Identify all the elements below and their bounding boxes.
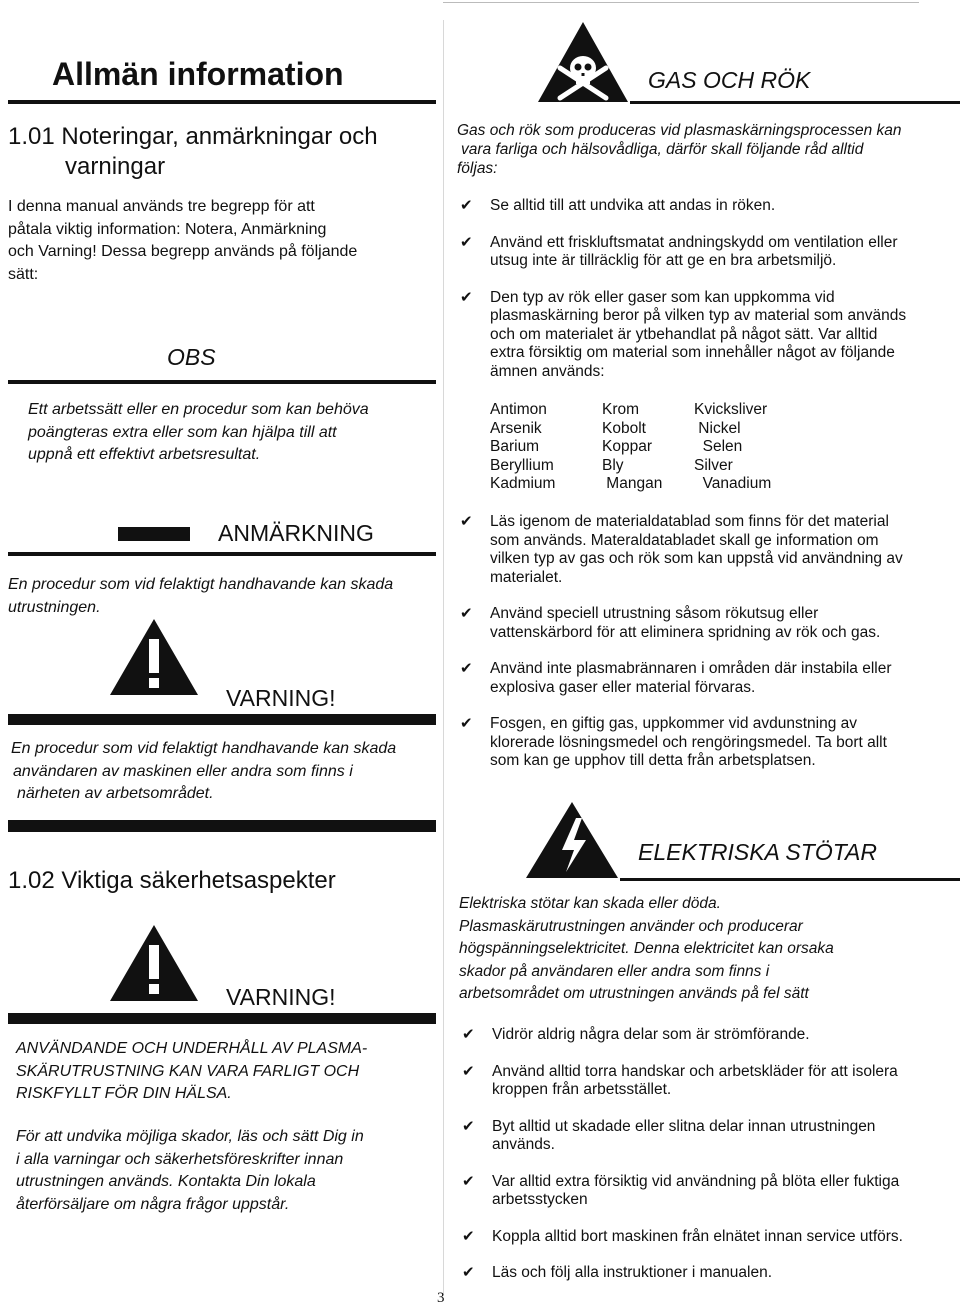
checklist-line: klorerade lösningsmedel och rengöringsmedel. Ta bort allt — [490, 733, 887, 751]
metals-row — [490, 475, 771, 494]
intro-line: sätt: — [8, 265, 39, 283]
metal-name: Mangan — [602, 475, 663, 492]
anmarkning-label: ANMÄRKNING — [218, 520, 374, 546]
metal-name: Koppar — [602, 438, 652, 455]
checkmark-icon: ✔ — [460, 513, 473, 530]
varning-2-caps-text — [16, 1038, 367, 1106]
varning-2-line: återförsäljare om några frågor uppstår. — [16, 1195, 290, 1213]
gas-intro-line: vara farliga och hälsovådliga, därför skall följande råd alltid — [461, 141, 864, 158]
checklist-line: materialet. — [490, 568, 563, 586]
checkmark-icon: ✔ — [462, 1264, 475, 1281]
electric-intro-line: arbetsområdet om utrustningen används på fel sätt — [459, 985, 809, 1002]
checklist-line: Använd speciell utrustning såsom rökutsug eller — [490, 605, 819, 622]
gas-section-title: GAS OCH RÖK — [648, 67, 811, 93]
electric-checklist — [459, 1026, 959, 1301]
gas-checklist-item — [457, 234, 957, 271]
checkmark-icon: ✔ — [460, 233, 473, 251]
checkmark-icon: ✔ — [462, 1026, 475, 1043]
metals-row — [490, 420, 771, 439]
electric-intro-text — [459, 893, 834, 1006]
metal-name: Bly — [602, 456, 624, 474]
hazardous-metals-table — [490, 401, 771, 494]
metal-name: Barium — [490, 438, 540, 455]
metal-name: Beryllium — [490, 456, 554, 474]
checklist-line: Byt alltid ut skadade eller slitna delar innan utrustningen — [492, 1117, 876, 1135]
varning-2-line: För att undvika möjliga skador, läs och sätt Dig in — [16, 1128, 364, 1145]
checklist-line: används. — [492, 1136, 555, 1153]
gas-checklist-2 — [457, 513, 957, 789]
varning-1-label: VARNING! — [226, 685, 336, 711]
metal-name: Kvicksliver — [694, 401, 768, 418]
electric-checklist-item — [459, 1063, 959, 1100]
intro-text — [8, 196, 357, 286]
top-rule — [443, 2, 919, 3]
varning-2-label: VARNING! — [226, 984, 336, 1010]
gas-checklist — [457, 197, 957, 399]
metals-row — [490, 438, 771, 457]
obs-rule — [8, 380, 436, 384]
checkmark-icon: ✔ — [460, 197, 473, 214]
checklist-line: arbetsstycken — [492, 1191, 588, 1208]
gas-checklist-item — [457, 715, 957, 771]
section-2-title: 1.02 Viktiga säkerhetsaspekter — [8, 867, 336, 894]
checklist-line: utsug inte är tillräcklig för att ge en bra arbetsmiljö. — [490, 252, 837, 269]
metal-name: Antimon — [490, 401, 547, 418]
checklist-line: och om materialet är ytbehandlat på något sätt. Var alltid — [490, 325, 878, 343]
varning-2-line: utrustningen används. Kontakta Din lokala — [16, 1173, 316, 1190]
checkmark-icon: ✔ — [460, 715, 473, 732]
electric-intro-line: skador på användaren eller andra som finns i — [459, 962, 770, 980]
title-rule — [8, 100, 436, 104]
metal-name: Kadmium — [490, 475, 556, 492]
gas-checklist-item — [457, 513, 957, 587]
checklist-line: ämnen används: — [490, 362, 605, 380]
intro-line: och Varning! Dessa begrepp används på följande — [8, 243, 358, 260]
electric-intro-line: Plasmaskärutrustningen använder och producerar — [459, 917, 803, 935]
page-title: Allmän information — [52, 56, 344, 92]
obs-line: Ett arbetssätt eller en procedur som kan behöva — [28, 401, 369, 418]
varning-1-line: En procedur som vid felaktigt handhavande kan skada — [11, 740, 397, 757]
anmarkning-rule — [8, 552, 436, 556]
intro-line: påtala viktig information: Notera, Anmärkning — [8, 220, 327, 238]
anmarkning-line: utrustningen. — [8, 598, 101, 616]
metal-name: Nickel — [694, 419, 741, 437]
obs-label: OBS — [167, 344, 216, 370]
metals-row — [490, 457, 771, 476]
varning-2-text — [16, 1126, 364, 1216]
checklist-line: Vidrör aldrig några delar som är strömförande. — [492, 1026, 810, 1043]
gas-checklist-item — [457, 197, 957, 216]
gas-checklist-item — [457, 605, 957, 642]
metal-name: Kobolt — [602, 419, 646, 437]
gas-checklist-item — [457, 660, 957, 697]
varning-1-text — [11, 738, 396, 806]
checklist-line: explosiva gaser eller material förvaras. — [490, 678, 756, 696]
column-separator — [443, 20, 444, 1295]
varning-2-caps-line: SKÄRUTRUSTNING KAN VARA FARLIGT OCH — [16, 1062, 360, 1080]
electric-section-title: ELEKTRISKA STÖTAR — [638, 839, 877, 865]
checklist-line: Använd ett friskluftsmatat andningskydd om ventilation eller — [490, 233, 898, 251]
checkmark-icon: ✔ — [462, 1172, 475, 1190]
anmarkning-bar-icon — [118, 527, 190, 541]
checkmark-icon: ✔ — [460, 288, 473, 306]
section-1-title: 1.01 Noteringar, anmärkningar och varningar — [8, 123, 378, 180]
electric-checklist-item — [459, 1173, 959, 1210]
warning-triangle-icon — [108, 923, 200, 1003]
varning-1-line: användaren av maskinen eller andra som finns i — [13, 762, 353, 780]
page-number: 3 — [437, 1290, 445, 1306]
skull-crossbones-icon — [536, 20, 630, 104]
checklist-line: Se alltid till att undvika att andas in röken. — [490, 197, 776, 214]
electric-intro-line: högspänningselektricitet. Denna elektricitet kan orsaka — [459, 940, 834, 957]
checklist-line: Läs igenom de materialdatablad som finns för det material — [490, 513, 889, 530]
varning-2-caps-line: RISKFYLLT FÖR DIN HÄLSA. — [16, 1085, 232, 1102]
obs-text — [28, 399, 369, 467]
electric-checklist-item — [459, 1118, 959, 1155]
checkmark-icon: ✔ — [462, 1117, 475, 1135]
varning-2-rule — [8, 1013, 436, 1024]
checklist-line: Fosgen, en giftig gas, uppkommer vid avdunstning av — [490, 715, 858, 732]
anmarkning-line: En procedur som vid felaktigt handhavande kan skada — [8, 576, 394, 593]
varning-2-caps-line: ANVÄNDANDE OCH UNDERHÅLL AV PLASMA- — [16, 1040, 368, 1057]
gas-intro-line: Gas och rök som produceras vid plasmaskärningsprocessen kan — [457, 122, 902, 139]
section-divider-bar — [8, 820, 436, 832]
checkmark-icon: ✔ — [460, 660, 473, 677]
checklist-line: Den typ av rök eller gaser som kan uppkomma vid — [490, 288, 835, 306]
metal-name: Selen — [694, 438, 743, 455]
metal-name: Vanadium — [694, 475, 772, 492]
metal-name: Krom — [602, 401, 640, 418]
checklist-line: vattenskärbord för att eliminera spridning av rök och gas. — [490, 623, 881, 641]
electric-rule — [620, 878, 960, 881]
checklist-line: Koppla alltid bort maskinen från elnätet innan service utförs. — [492, 1227, 903, 1245]
checklist-line: Läs och följ alla instruktioner i manualen. — [492, 1264, 773, 1281]
electric-checklist-item — [459, 1264, 959, 1283]
metal-name: Silver — [694, 456, 733, 474]
obs-line: uppnå ett effektivt arbetsresultat. — [28, 446, 261, 463]
checkmark-icon: ✔ — [462, 1062, 475, 1080]
checklist-line: som används. Materaldatabladet skall ge information om — [490, 531, 879, 549]
metals-row — [490, 401, 771, 420]
checklist-line: kroppen från arbetsstället. — [492, 1081, 672, 1098]
checklist-line: Använd alltid torra handskar och arbetskläder för att isolera — [492, 1062, 898, 1080]
warning-triangle-icon — [108, 617, 200, 697]
checklist-line: Använd inte plasmabrännaren i områden där instabila eller — [490, 660, 892, 677]
metal-name: Arsenik — [490, 419, 542, 437]
checklist-line: extra försiktig om material som innehåller något av följande — [490, 344, 895, 361]
gas-checklist-item — [457, 289, 957, 382]
anmarkning-text — [8, 574, 393, 619]
electric-shock-icon — [524, 800, 620, 880]
intro-line: I denna manual används tre begrepp för att — [8, 198, 315, 215]
obs-line: poängteras extra eller som kan hjälpa till att — [28, 423, 337, 441]
electric-checklist-item — [459, 1228, 959, 1247]
electric-checklist-item — [459, 1026, 959, 1045]
checklist-line: plasmaskärning beror på vilken typ av material som används — [490, 307, 907, 324]
gas-intro-line: följas: — [457, 160, 498, 177]
checkmark-icon: ✔ — [462, 1227, 475, 1245]
varning-1-line: närheten av arbetsområdet. — [17, 785, 214, 802]
gas-rule — [630, 101, 960, 104]
varning-2-line: i alla varningar och säkerhetsföreskrifter innan — [16, 1150, 344, 1168]
gas-intro-text — [457, 121, 902, 178]
electric-intro-line: Elektriska stötar kan skada eller döda. — [459, 895, 721, 912]
varning-1-rule — [8, 714, 436, 725]
checkmark-icon: ✔ — [460, 605, 473, 622]
checklist-line: som kan ge upphov till detta från arbetsplatsen. — [490, 752, 816, 769]
checklist-line: Var alltid extra försiktig vid användning på blöta eller fuktiga — [492, 1172, 900, 1190]
checklist-line: vilken typ av gas och rök som kan uppstå vid användning av — [490, 550, 903, 567]
